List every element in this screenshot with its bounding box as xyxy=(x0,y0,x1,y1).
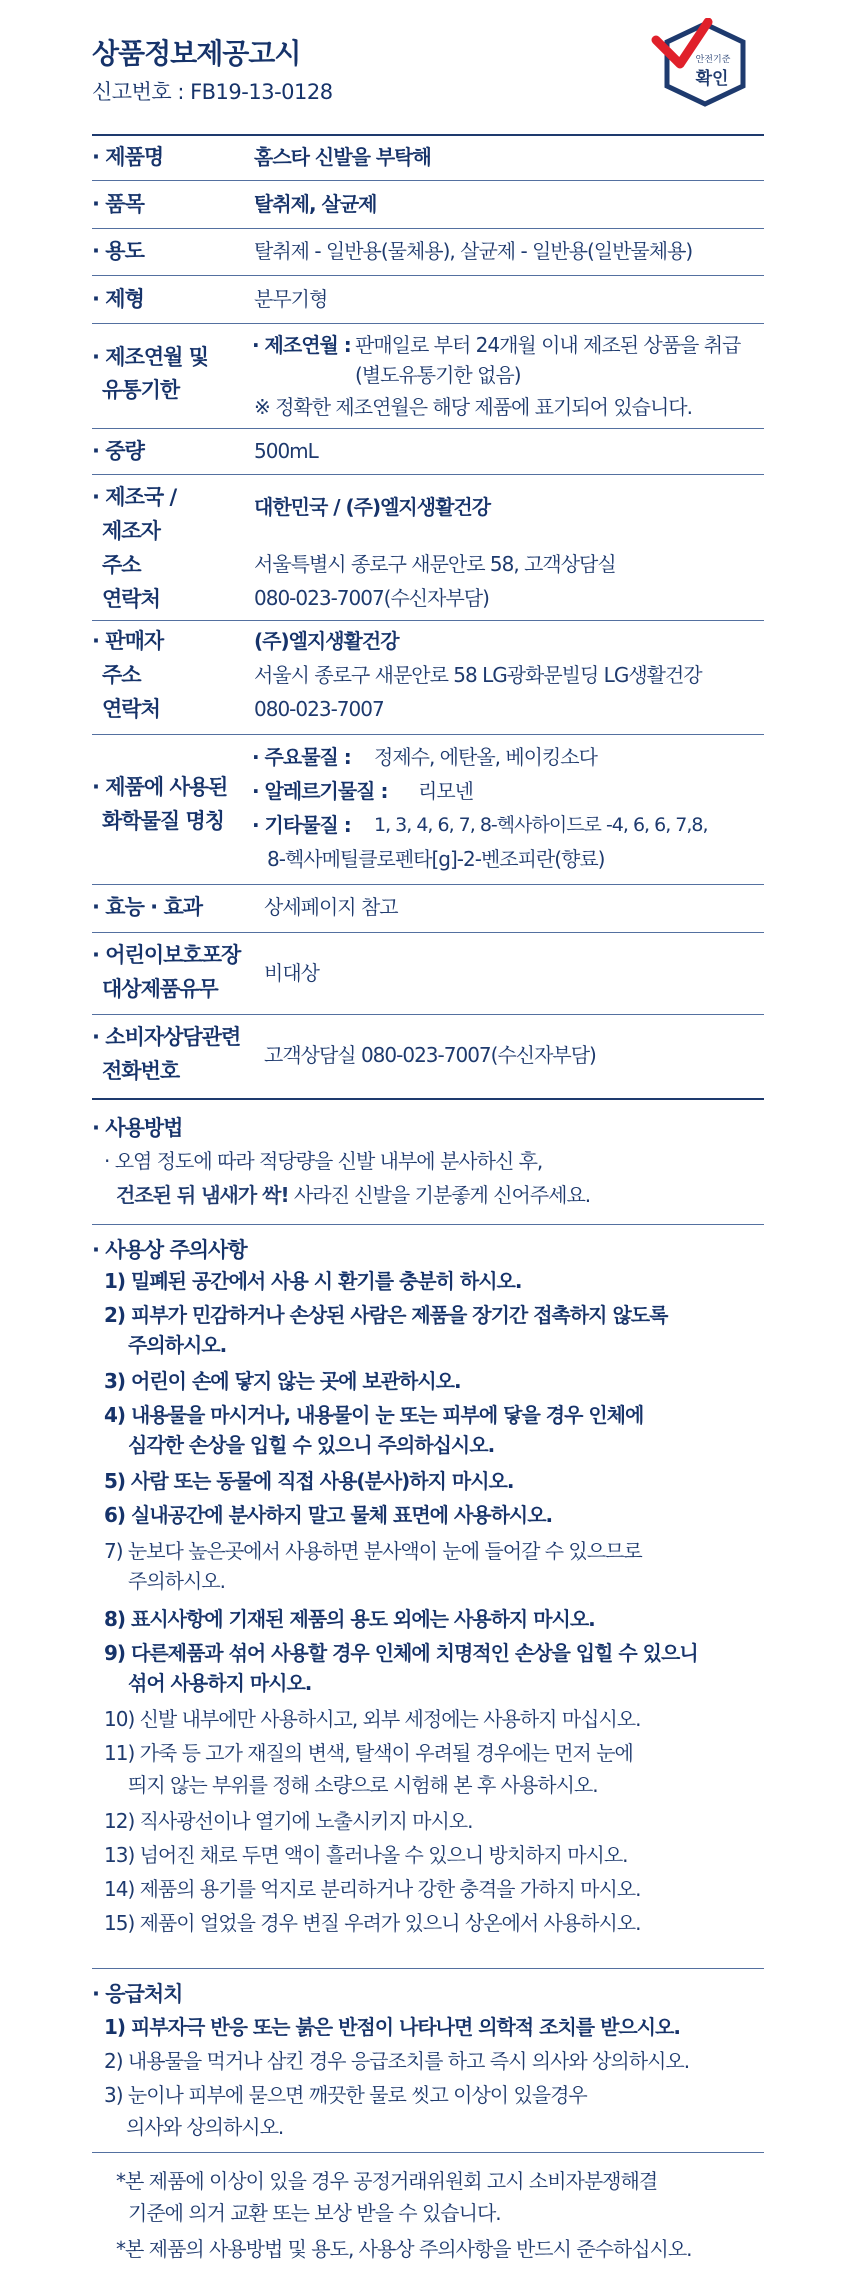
product-name-value: 홈스타 신발을 부탁해 xyxy=(254,145,431,169)
use-value: 탈취제 - 일반용(물체용), 살균제 - 일반용(일반물체용) xyxy=(254,239,693,263)
note-line-1: *본 제품에 이상이 있을 경우 공정거래위원회 고시 소비자분쟁해결 xyxy=(116,2169,658,2193)
caution-line: 11) 가죽 등 고가 재질의 변색, 탈색이 우려될 경우에는 먼저 눈에 xyxy=(104,1741,633,1765)
usage-line-2 xyxy=(116,1180,590,1210)
chem-key-2: · 알레르기물질 : xyxy=(252,779,388,803)
date-line-3: ※ 정확한 제조연월은 해당 제품에 표기되어 있습니다. xyxy=(254,395,692,419)
maker-value-3: 080-023-7007(수신자부담) xyxy=(254,586,489,610)
caution-line: 1) 밀폐된 공간에서 사용 시 환기를 충분히 하시오. xyxy=(104,1269,522,1293)
seller-label-2: 주소 xyxy=(102,663,141,687)
usage-line-2-rest: 사라진 신발을 기분좋게 신어주세요. xyxy=(288,1183,591,1207)
date-label-1: · 제조연월 및 xyxy=(92,345,209,369)
divider xyxy=(92,932,764,933)
child-label-1: · 어린이보호포장 xyxy=(92,943,241,967)
maker-label-4: 연락처 xyxy=(102,587,160,611)
caution-line: 띄지 않는 부위를 정해 소량으로 시험해 본 후 사용하시오. xyxy=(128,1773,598,1797)
maker-label-3: 주소 xyxy=(102,553,141,577)
seller-label-1: · 판매자 xyxy=(92,629,164,653)
seller-value-3: 080-023-7007 xyxy=(254,697,384,721)
first-aid-line: 의사와 상의하시오. xyxy=(126,2115,284,2139)
item-label: · 품목 xyxy=(92,192,144,216)
caution-line: 주의하시오. xyxy=(128,1333,227,1357)
divider xyxy=(92,474,764,475)
first-aid-line: 1) 피부자극 반응 또는 붉은 반점이 나타나면 의학적 조치를 받으시오. xyxy=(104,2015,680,2039)
table-bottom-divider xyxy=(92,1098,764,1100)
divider xyxy=(92,1224,764,1225)
badge-top-text: 안전기준 xyxy=(695,55,731,65)
divider xyxy=(92,1014,764,1015)
consult-value: 고객상담실 080-023-7007(수신자부담) xyxy=(264,1043,596,1067)
maker-value-2: 서울특별시 종로구 새문안로 58, 고객상담실 xyxy=(254,552,616,576)
child-value: 비대상 xyxy=(264,961,319,985)
item-value: 탈취제, 살균제 xyxy=(254,192,377,216)
caution-title: · 사용상 주의사항 xyxy=(92,1238,247,1262)
caution-line: 14) 제품의 용기를 억지로 분리하거나 강한 충격을 가하지 마시오. xyxy=(104,1877,641,1901)
effect-value: 상세페이지 참고 xyxy=(264,895,398,919)
usage-title: · 사용방법 xyxy=(92,1116,183,1140)
note-line-3: *본 제품의 사용방법 및 용도, 사용상 주의사항을 반드시 준수하십시오. xyxy=(116,2237,692,2261)
top-divider xyxy=(92,134,764,136)
consult-label-2: 전화번호 xyxy=(102,1059,180,1083)
maker-label-2: 제조자 xyxy=(102,519,160,543)
caution-line: 12) 직사광선이나 열기에 노출시키지 마시오. xyxy=(104,1809,473,1833)
caution-line: 3) 어린이 손에 닿지 않는 곳에 보관하시오. xyxy=(104,1369,461,1393)
caution-line: 2) 피부가 민감하거나 손상된 사람은 제품을 장기간 접촉하지 않도록 xyxy=(104,1303,668,1327)
caution-line: 5) 사람 또는 동물에 직접 사용(분사)하지 마시오. xyxy=(104,1469,514,1493)
first-aid-title: · 응급처치 xyxy=(92,1982,183,2006)
use-label: · 용도 xyxy=(92,239,144,263)
caution-line: 9) 다른제품과 섞어 사용할 경우 인체에 치명적인 손상을 입힐 수 있으니 xyxy=(104,1641,698,1665)
chem-key-3: · 기타물질 : xyxy=(252,813,351,837)
registration-number: 신고번호 : FB19-13-0128 xyxy=(92,80,333,104)
chem-value-3: 1, 3, 4, 6, 7, 8-헥사하이드로 -4, 6, 6, 7,8, xyxy=(374,814,708,836)
page-title: 상품정보제공고시 xyxy=(92,37,301,70)
divider xyxy=(92,1968,764,1969)
caution-line: 8) 표시사항에 기재된 제품의 용도 외에는 사용하지 마시오. xyxy=(104,1607,595,1631)
first-aid-line: 3) 눈이나 피부에 묻으면 깨끗한 물로 씻고 이상이 있을경우 xyxy=(104,2083,587,2107)
divider xyxy=(92,228,764,229)
note-line-2: 기준에 의거 교환 또는 보상 받을 수 있습니다. xyxy=(128,2201,501,2225)
child-label-2: 대상제품유무 xyxy=(102,977,218,1001)
maker-label-1: · 제조국 / xyxy=(92,485,177,509)
caution-line: 섞어 사용하지 마시오. xyxy=(128,1671,312,1695)
seller-label-3: 연락처 xyxy=(102,697,160,721)
divider xyxy=(92,323,764,324)
form-value: 분무기형 xyxy=(254,287,328,311)
divider xyxy=(92,884,764,885)
divider xyxy=(92,275,764,276)
form-label: · 제형 xyxy=(92,287,144,311)
divider xyxy=(92,180,764,181)
divider xyxy=(92,734,764,735)
chem-label-1: · 제품에 사용된 xyxy=(92,775,228,799)
chem-value-1: 정제수, 에탄올, 베이킹소다 xyxy=(374,745,597,769)
divider xyxy=(92,428,764,429)
usage-line-2-bold: 건조된 뒤 냄새가 싹! xyxy=(116,1183,289,1207)
usage-line-1: · 오염 정도에 따라 적당량을 신발 내부에 분사하신 후, xyxy=(104,1149,543,1173)
date-label-2: 유통기한 xyxy=(102,378,180,402)
date-line-2: (별도유통기한 없음) xyxy=(355,363,521,387)
caution-line: 4) 내용물을 마시거나, 내용물이 눈 또는 피부에 닿을 경우 인체에 xyxy=(104,1403,644,1427)
caution-line: 10) 신발 내부에만 사용하시고, 외부 세정에는 사용하지 마십시오. xyxy=(104,1707,641,1731)
effect-label: · 효능 · 효과 xyxy=(92,895,203,919)
product-name-label: · 제품명 xyxy=(92,145,164,169)
seller-value-2: 서울시 종로구 새문안로 58 LG광화문빌딩 LG생활건강 xyxy=(254,663,702,687)
divider xyxy=(92,620,764,621)
maker-value-1: 대한민국 / (주)엘지생활건강 xyxy=(254,495,491,519)
chem-value-4: 8-헥사메틸클로펜타[g]-2-벤조피란(향료) xyxy=(267,847,605,871)
consult-label-1: · 소비자상담관련 xyxy=(92,1025,241,1049)
weight-label: · 중량 xyxy=(92,439,144,463)
badge-main-text: 확인 xyxy=(695,69,729,89)
safety-check-badge-icon xyxy=(650,18,760,110)
caution-line: 13) 넘어진 채로 두면 액이 흘러나올 수 있으니 방치하지 마시오. xyxy=(104,1843,628,1867)
first-aid-line: 2) 내용물을 먹거나 삼킨 경우 응급조치를 하고 즉시 의사와 상의하시오. xyxy=(104,2049,690,2073)
chem-key-1: · 주요물질 : xyxy=(252,745,351,769)
date-line-1: 판매일로 부터 24개월 이내 제조된 상품을 취급 xyxy=(355,333,741,357)
seller-value-1: (주)엘지생활건강 xyxy=(254,629,399,653)
caution-line: 심각한 손상을 입힐 수 있으니 주의하십시오. xyxy=(128,1433,495,1457)
weight-value: 500mL xyxy=(254,439,318,463)
divider xyxy=(92,2152,764,2153)
caution-line: 주의하시오. xyxy=(128,1569,225,1593)
caution-line: 7) 눈보다 높은곳에서 사용하면 분사액이 눈에 들어갈 수 있으므로 xyxy=(104,1539,642,1563)
caution-line: 6) 실내공간에 분사하지 말고 물체 표면에 사용하시오. xyxy=(104,1503,553,1527)
caution-line: 15) 제품이 얼었을 경우 변질 우려가 있으니 상온에서 사용하시오. xyxy=(104,1911,641,1935)
chem-label-2: 화학물질 명칭 xyxy=(102,809,225,833)
chem-value-2: 리모넨 xyxy=(418,779,473,803)
date-key: · 제조연월 : xyxy=(252,333,351,357)
